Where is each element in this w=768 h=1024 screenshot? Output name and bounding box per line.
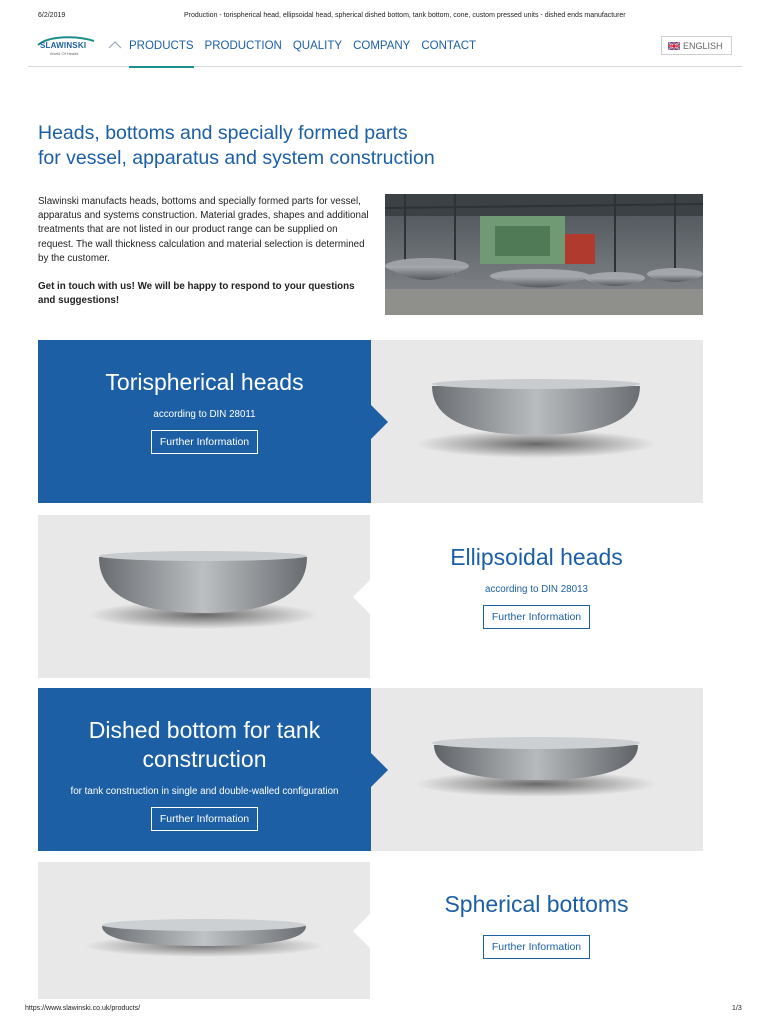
spherical-bottom-image	[38, 862, 371, 999]
product-title: Dished bottom for tank construction	[88, 717, 321, 772]
nav-item-contact[interactable]: CONTACT	[421, 40, 477, 52]
product-title: Torispherical heads	[105, 369, 304, 395]
headline-line-1: Heads, bottoms and specially formed parts	[38, 122, 408, 144]
ellipsoidal-head-image	[38, 515, 371, 678]
print-page-number: 1/3	[732, 1005, 742, 1012]
intro-text	[38, 195, 372, 308]
language-label: ENGLISH	[683, 40, 723, 51]
product-text-panel	[38, 340, 371, 503]
uk-flag-icon	[668, 42, 680, 50]
headline-line-2: for vessel, apparatus and system construction	[38, 147, 435, 169]
product-card-ellipsoidal[interactable]	[38, 515, 703, 678]
factory-photo	[385, 194, 703, 315]
page-headline	[38, 121, 558, 171]
further-information-button[interactable]: Further Information	[151, 430, 258, 454]
slawinski-logo[interactable]	[36, 36, 98, 58]
print-url: https://www.slawinski.co.uk/products/	[25, 1005, 141, 1012]
product-subtitle: for tank construction in single and double-walled configuration	[70, 786, 339, 797]
product-card-spherical[interactable]	[38, 862, 703, 999]
torispherical-head-image	[370, 340, 703, 503]
logo-wordmark: SLAWINSKI	[40, 41, 87, 50]
product-text-panel	[370, 862, 703, 999]
dished-bottom-image	[370, 688, 703, 851]
intro-paragraph: Slawinski manufacts heads, bottoms and specially formed parts for vessel, apparatus and systems construction. Material grades, shapes and additional treatments that are not listed in our product range can be supplied on request. The wall thickness calculation and material selection is determined by the customer.	[38, 196, 369, 264]
nav-menu	[129, 30, 487, 67]
product-title: Ellipsoidal heads	[450, 544, 623, 570]
product-subtitle: according to DIN 28013	[485, 584, 588, 595]
logo-tagline: World Of Heads	[50, 51, 79, 56]
product-subtitle: according to DIN 28011	[153, 409, 256, 420]
main-navigation	[28, 30, 742, 67]
product-card-torispherical[interactable]	[38, 340, 703, 503]
product-card-dished-bottom[interactable]	[38, 688, 703, 851]
print-page-title: Production - torispherical head, ellipsoidal head, spherical dished bottom, tank bottom, cone, custom pressed units - dished ends manufacturer	[184, 12, 626, 19]
chevron-up-icon[interactable]	[108, 40, 122, 50]
further-information-button[interactable]: Further Information	[151, 807, 258, 831]
product-title: Spherical bottoms	[444, 891, 629, 917]
further-information-button[interactable]: Further Information	[483, 605, 590, 629]
product-text-panel	[38, 688, 371, 851]
panel-pointer	[353, 914, 370, 948]
nav-item-production[interactable]: PRODUCTION	[204, 40, 282, 52]
language-selector[interactable]	[661, 36, 732, 55]
intro-cta: Get in touch with us! We will be happy to respond to your questions and suggestions!	[38, 281, 355, 307]
nav-item-quality[interactable]: QUALITY	[292, 40, 343, 52]
nav-item-products[interactable]: PRODUCTS	[129, 30, 194, 67]
nav-item-company[interactable]: COMPANY	[353, 40, 411, 52]
further-information-button[interactable]: Further Information	[483, 935, 590, 959]
product-text-panel	[370, 515, 703, 678]
print-footer	[0, 1005, 768, 1015]
print-date: 6/2/2019	[38, 12, 66, 19]
panel-pointer	[353, 580, 370, 614]
print-header	[0, 12, 768, 24]
